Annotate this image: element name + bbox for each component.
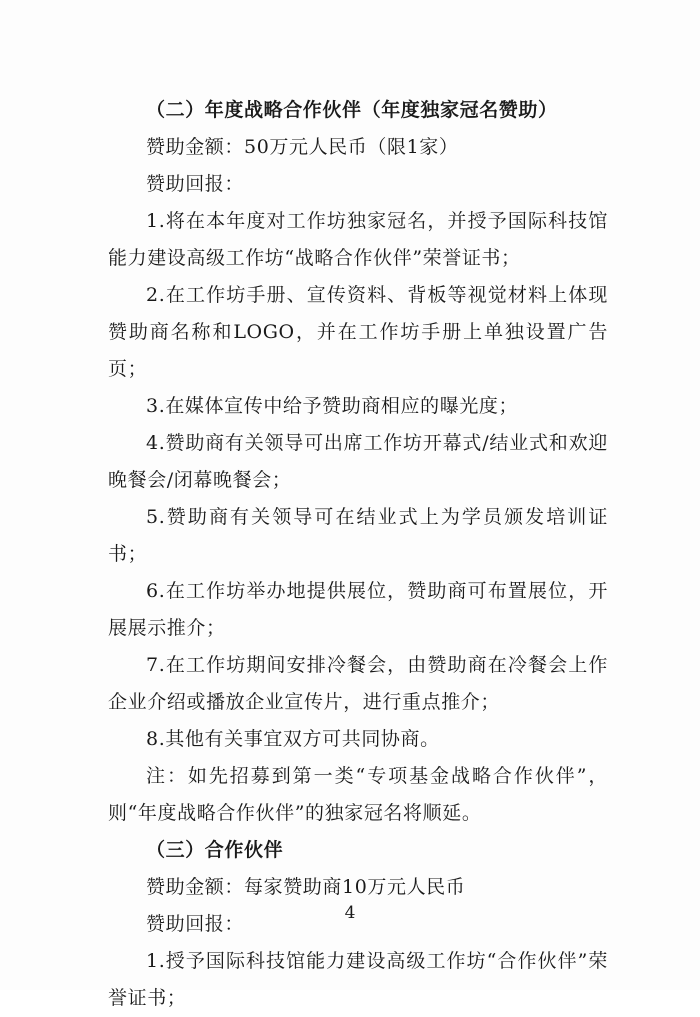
return-item: 7.在工作坊期间安排冷餐会，由赞助商在冷餐会上作企业介绍或播放企业宣传片，进行重点推介；: [108, 654, 608, 713]
section-heading-annual-strategic-partner: （二）年度战略合作伙伴（年度独家冠名赞助）: [146, 99, 558, 121]
sponsorship-returns-label: 赞助回报：: [146, 913, 245, 935]
return-item: 2.在工作坊手册、宣传资料、背板等视觉材料上体现赞助商名称和LOGO，并在工作坊手册上单独设置广告页；: [108, 284, 608, 380]
page-number: 4: [344, 903, 356, 923]
sponsorship-amount: 赞助金额：每家赞助商10万元人民币: [146, 876, 466, 898]
sponsorship-amount: 赞助金额：50万元人民币（限1家）: [146, 136, 459, 158]
note-paragraph: 注：如先招募到第一类“专项基金战略合作伙伴”，则“年度战略合作伙伴”的独家冠名将顺延。: [108, 765, 608, 824]
return-item: 3.在媒体宣传中给予赞助商相应的曝光度；: [146, 395, 519, 417]
return-item: 4.赞助商有关领导可出席工作坊开幕式/结业式和欢迎晚餐会/闭幕晚餐会；: [108, 432, 608, 491]
sponsorship-returns-label: 赞助回报：: [146, 173, 245, 195]
return-item: 5.赞助商有关领导可在结业式上为学员颁发培训证书；: [108, 506, 608, 565]
page-content: [108, 92, 608, 1017]
return-item: 1.授予国际科技馆能力建设高级工作坊“合作伙伴”荣誉证书；: [108, 950, 608, 1009]
return-item: 1.将在本年度对工作坊独家冠名，并授予国际科技馆能力建设高级工作坊“战略合作伙伴”荣誉证书；: [108, 210, 608, 269]
section-heading-partner: （三）合作伙伴: [146, 839, 284, 861]
return-item: 8.其他有关事宜双方可共同协商。: [146, 728, 440, 750]
return-item: 6.在工作坊举办地提供展位，赞助商可布置展位，开展展示推介；: [108, 580, 608, 639]
